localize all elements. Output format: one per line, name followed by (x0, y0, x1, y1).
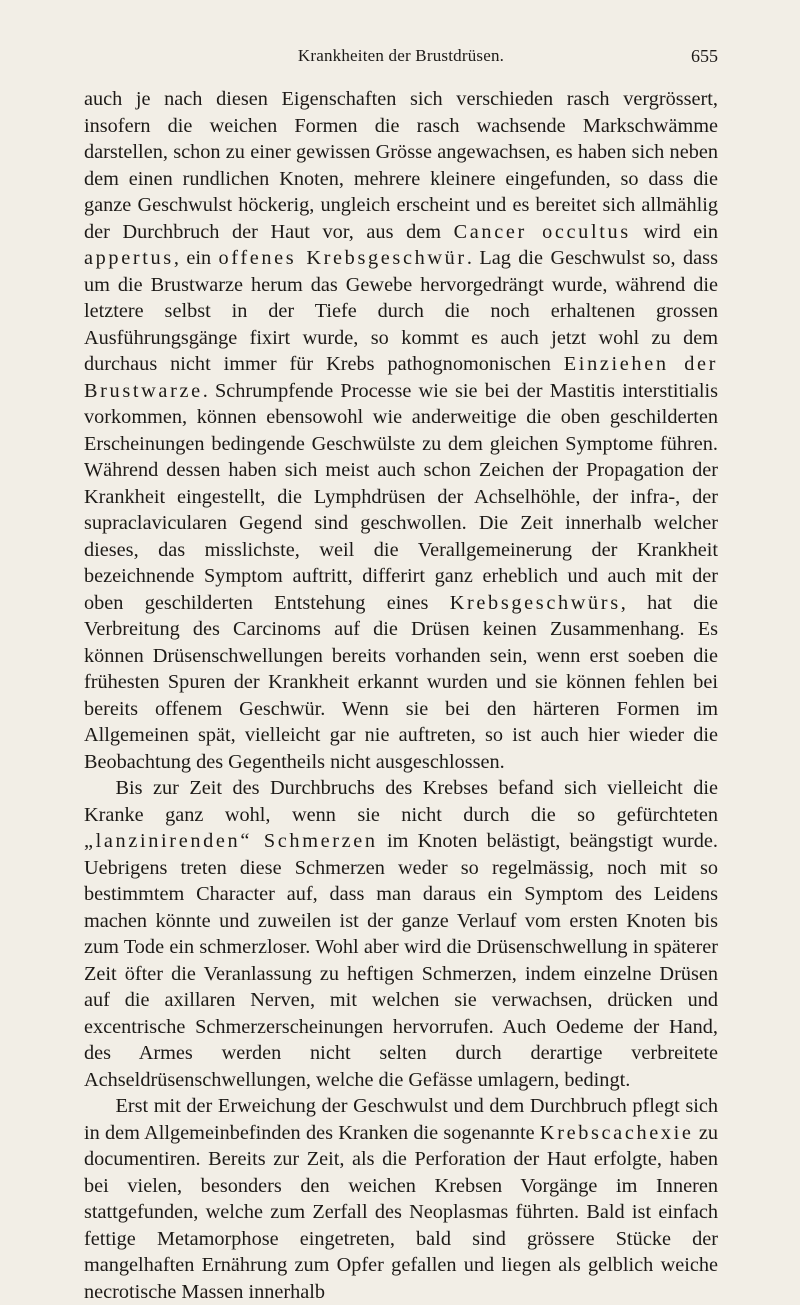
page-number: 655 (691, 46, 718, 66)
text-run: , hat die Verbreitung des Carcinoms auf die Drüsen keinen Zusammenhang. Es können Drüsenschwellungen bereits vorhanden sein, wenn erst soeben die frühesten Spuren der Krankheit erkannt wurden und sie können fehlen bei bereits offenem Geschwür. Wenn sie bei den härteren Formen im Allgemeinen spät, vielleicht gar nie auftreten, so ist auch hier wieder die Beobachtung des Gegentheils nicht ausgeschlossen. (84, 591, 718, 773)
text-run: . Schrumpfende Processe wie sie bei der Mastitis interstitialis vorkommen, können ebensowohl wie anderweitige die oben geschilderten Erscheinungen bedingende Geschwülste zu dem gleichen Symptome führen. Während dessen haben sich meist auch schon Zeichen der Propagation der Krankheit eingestellt, die Lymphdrüsen der Achselhöhle, der infra-, der supraclavicularen Gegend sind geschwollen. Die Zeit innerhalb welcher dieses, das misslichste, weil die Verallgemeinerung der Krankheit bezeichnende Symptom auftritt, differirt ganz erheblich und auch mit der oben geschilderten Entstehung eines (84, 379, 718, 614)
text-run: zu documentiren. Bereits zur Zeit, als die Perforation der Haut erfolgte, haben bei vielen, besonders den weichen Krebsen Vorgänge im Inneren stattgefunden, welche zum Zerfall des Neoplasmas führten. Bald ist einfach fettige Metamorphose eingetreten, bald sind grössere Stücke der mangelhaften Ernährung zum Opfer gefallen und liegen als gelblich weiche necrotische Massen innerhalb (84, 1121, 718, 1303)
body-text (84, 86, 718, 1305)
text-run: Bis zur Zeit des Durchbruchs des Krebses befand sich vielleicht die Kranke ganz wohl, wenn sie nicht durch die so gefürchteten (84, 777, 718, 826)
text-run: wird ein (630, 220, 719, 243)
emphasized-term: „lanzinirenden“ Schmerzen (84, 830, 378, 852)
text-run: Erst mit der Erweichung der Geschwulst und dem Durchbruch pflegt sich in dem Allgemeinbefinden des Kranken die sogenannte (84, 1095, 718, 1144)
running-head (84, 46, 718, 86)
text-run: auch je nach diesen Eigenschaften sich verschieden rasch vergrössert, insofern die weichen Formen die rasch wachsende Markschwämme darstellen, schon zu einer gewissen Grösse angewachsen, es haben sich neben dem einen rundlichen Knoten, mehrere kleinere eingefunden, so dass die ganze Geschwulst höckerig, ungleich erscheint und es bereitet sich allmählig der Durchbruch der Haut vor, aus dem (84, 88, 718, 243)
emphasized-term: offenes Krebsgeschwür (218, 247, 467, 269)
paragraph (84, 775, 718, 1093)
running-head-title: Krankheiten der Brustdrüsen. (297, 46, 505, 65)
text-run: , ein (173, 247, 219, 269)
emphasized-term: Einziehen der Brustwarze (84, 353, 719, 402)
text-run: . Lag die Geschwulst so, dass um die Brustwarze herum das Gewebe hervorgedrängt wurde, während die letztere selbst in der Tiefe durch die noch erhaltenen grossen Ausführungsgänge fixirt wurde, so kommt es auch jetzt wohl zu dem durchaus nicht immer für Krebs pathognomonischen (84, 247, 718, 375)
emphasized-term: Krebsgeschwürs (449, 591, 621, 614)
paragraph (84, 86, 718, 775)
emphasized-term: Krebscachexie (539, 1121, 694, 1144)
emphasized-term: appertus (84, 247, 174, 269)
text-run: im Knoten belästigt, beängstigt wurde. Uebrigens treten diese Schmerzen weder so regelmässig, noch mit so bestimmtem Character auf, dass man daraus ein Symptom des Leidens machen könnte und zuweilen ist der ganze Verlauf vom ersten Knoten bis zum Tode ein schmerzloser. Wohl aber wird die Drüsenschwellung in späterer Zeit öfter die Veranlassung zu heftigen Schmerzen, indem einzelne Drüsen auf die axillaren Nerven, mit welchen sie verwachsen, drücken und excentrische Schmerzerscheinungen hervorrufen. Auch Oedeme der Hand, des Armes werden nicht selten durch derartige verbreitete Achseldrüsenschwellungen, welche die Gefässe umlagern, bedingt. (84, 830, 718, 1091)
emphasized-term: Cancer occultus (453, 220, 631, 243)
paragraph (84, 1093, 718, 1305)
